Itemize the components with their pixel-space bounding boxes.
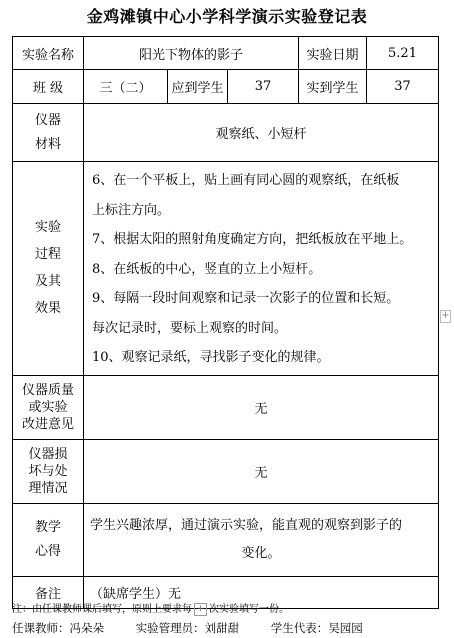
experience-value[interactable]: 学生兴趣浓厚，通过演示实验，能直观的观察到影子的 变化。 xyxy=(84,503,439,576)
experience-label: 教学 心得 xyxy=(13,503,84,576)
experiment-date-label: 实验日期 xyxy=(299,37,367,70)
process-line: 每次记录时，要标上观察的时间。 xyxy=(92,320,288,336)
remark-label: 备注 xyxy=(13,576,84,608)
row-process xyxy=(13,162,439,376)
process-line: 8、在纸板的中心，竖直的立上小短杆。 xyxy=(92,261,322,277)
process-label: 实验 过程 及其 效果 xyxy=(13,162,84,376)
experiment-date-value[interactable]: 5.21 xyxy=(367,37,439,70)
manager-signature: 实验管理员：刘甜甜 xyxy=(135,621,240,635)
expected-students-value[interactable]: 37 xyxy=(228,70,299,104)
actual-students-value[interactable]: 37 xyxy=(367,70,439,104)
row-experience xyxy=(13,503,439,576)
damage-value[interactable]: 无 xyxy=(84,439,439,503)
row-equipment xyxy=(13,104,439,162)
student-rep-signature: 学生代表：吴园园 xyxy=(270,621,363,635)
quality-value[interactable]: 无 xyxy=(84,375,439,439)
signature-line xyxy=(12,620,391,636)
process-line: 9、每隔一段时间观察和记录一次影子的位置和长短。 xyxy=(92,291,400,306)
class-label: 班 级 xyxy=(13,70,84,104)
remark-value[interactable]: （缺席学生）无 xyxy=(84,576,439,608)
page-title: 金鸡滩镇中心小学科学演示实验登记表 xyxy=(86,7,368,26)
experiment-name-label: 实验名称 xyxy=(13,37,84,70)
class-value[interactable]: 三（二） xyxy=(84,70,168,104)
experiment-name-value[interactable]: 阳光下物体的影子 xyxy=(84,37,299,70)
row-damage xyxy=(13,439,439,503)
add-row-icon[interactable]: + xyxy=(194,603,207,616)
expected-students-label: 应到学生 xyxy=(168,70,228,104)
process-line: 10、观察记录纸，寻找影子变化的规律。 xyxy=(92,350,330,365)
footnote: 注：由任课教师课后填写，原则上要求每 + 次实验填写一份。 xyxy=(12,603,289,615)
row-quality xyxy=(13,375,439,439)
row-experiment-name xyxy=(13,37,439,70)
table-resize-handle[interactable]: + xyxy=(441,310,450,321)
process-line: 7、根据太阳的照射角度确定方向，把纸板放在平地上。 xyxy=(92,232,413,247)
equipment-label: 仪器 材料 xyxy=(13,104,84,162)
registration-table xyxy=(12,36,439,609)
quality-label: 仪器质量 或实验 改进意见 xyxy=(13,375,84,439)
equipment-value[interactable]: 观察纸、小短杆 xyxy=(84,104,439,162)
actual-students-label: 实到学生 xyxy=(299,70,367,104)
row-class xyxy=(13,70,439,104)
teacher-signature: 任课教师：冯朵朵 xyxy=(12,621,104,635)
damage-label: 仪器损 坏与处 理情况 xyxy=(13,439,84,503)
process-line: 6、在一个平板上，贴上画有同心圆的观察纸，在纸板 xyxy=(92,173,400,188)
process-line: 上标注方向。 xyxy=(92,202,171,218)
process-value[interactable] xyxy=(84,162,439,376)
